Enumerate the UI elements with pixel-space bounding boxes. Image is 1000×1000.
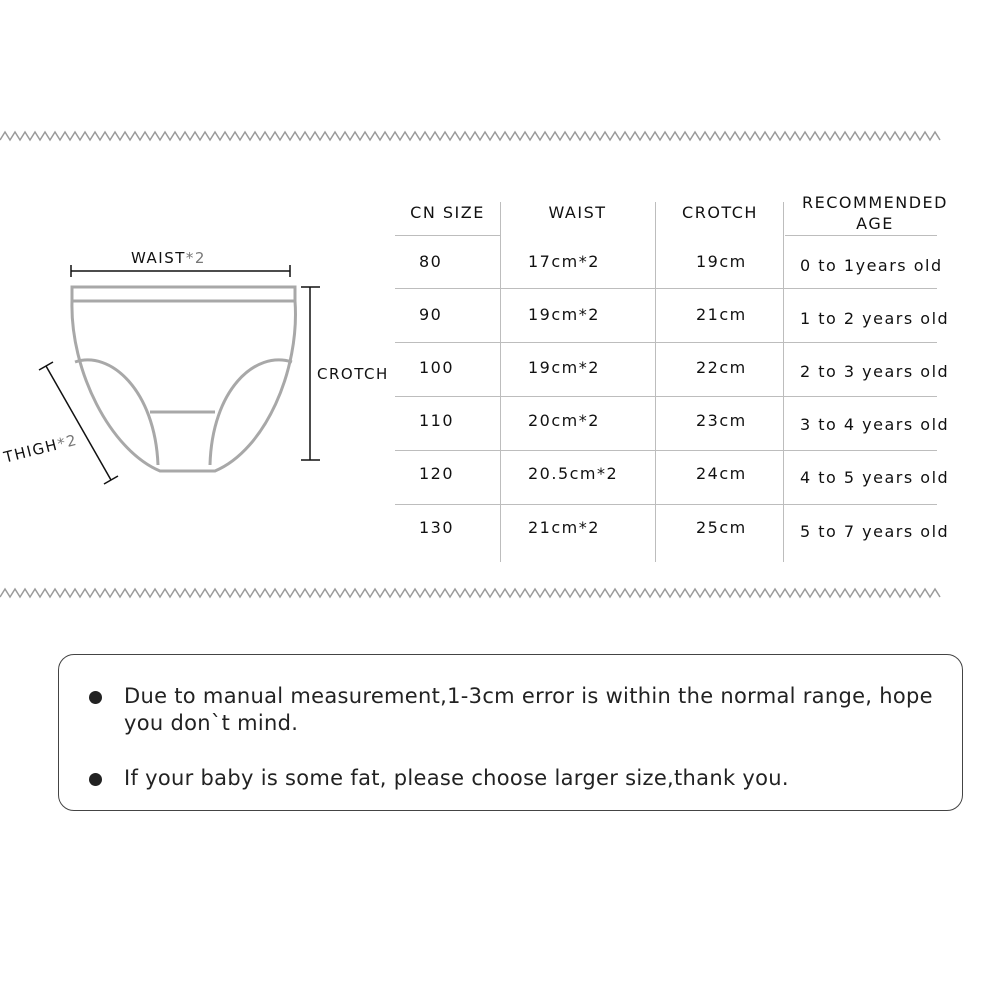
cell-size: 80 [419,252,443,271]
crotch-label: CROTCH [317,365,389,383]
cell-waist: 17cm*2 [528,252,600,271]
column-divider [783,202,784,562]
cell-size: 100 [419,358,455,377]
notes-box [58,654,963,811]
cell-crotch: 24cm [696,464,747,483]
size-table [395,190,970,562]
row-divider [395,396,937,397]
cell-size: 90 [419,305,443,324]
cell-waist: 21cm*2 [528,518,600,537]
cell-size: 120 [419,464,455,483]
header-recommended-age: RECOMMENDED AGE [802,192,948,233]
cell-waist: 20.5cm*2 [528,464,619,483]
header-waist: WAIST [548,203,607,222]
zigzag-divider-top [0,128,945,144]
bullet-icon [89,691,102,704]
cell-crotch: 23cm [696,411,747,430]
briefs-diagram [0,240,400,500]
cell-crotch: 21cm [696,305,747,324]
cell-waist: 19cm*2 [528,305,600,324]
cell-crotch: 22cm [696,358,747,377]
row-divider [395,235,500,236]
cell-crotch: 19cm [696,252,747,271]
cell-age: 2 to 3 years old [800,362,950,381]
cell-size: 110 [419,411,455,430]
note-text: Due to manual measurement,1-3cm error is within the normal range, hope you don`t mind. [124,684,933,735]
cell-waist: 19cm*2 [528,358,600,377]
cell-age: 3 to 4 years old [800,415,950,434]
cell-age: 5 to 7 years old [800,522,950,541]
note-text: If your baby is some fat, please choose larger size,thank you. [124,766,789,790]
cell-age: 0 to 1years old [800,256,943,275]
row-divider [395,288,937,289]
thigh-label: THIGH*2 [2,430,80,467]
column-divider [655,202,656,562]
column-divider [500,202,501,562]
row-divider [395,504,937,505]
waist-label: WAIST*2 [131,249,206,267]
row-divider [395,450,937,451]
bullet-icon [89,773,102,786]
header-crotch: CROTCH [682,203,758,222]
cell-age: 4 to 5 years old [800,468,950,487]
cell-waist: 20cm*2 [528,411,600,430]
note-item [89,765,954,792]
row-divider [785,235,937,236]
note-item [89,683,954,737]
cell-size: 130 [419,518,455,537]
cell-age: 1 to 2 years old [800,309,950,328]
header-cn-size: CN SIZE [410,203,485,222]
zigzag-divider-bottom [0,585,945,601]
cell-crotch: 25cm [696,518,747,537]
row-divider [395,342,937,343]
